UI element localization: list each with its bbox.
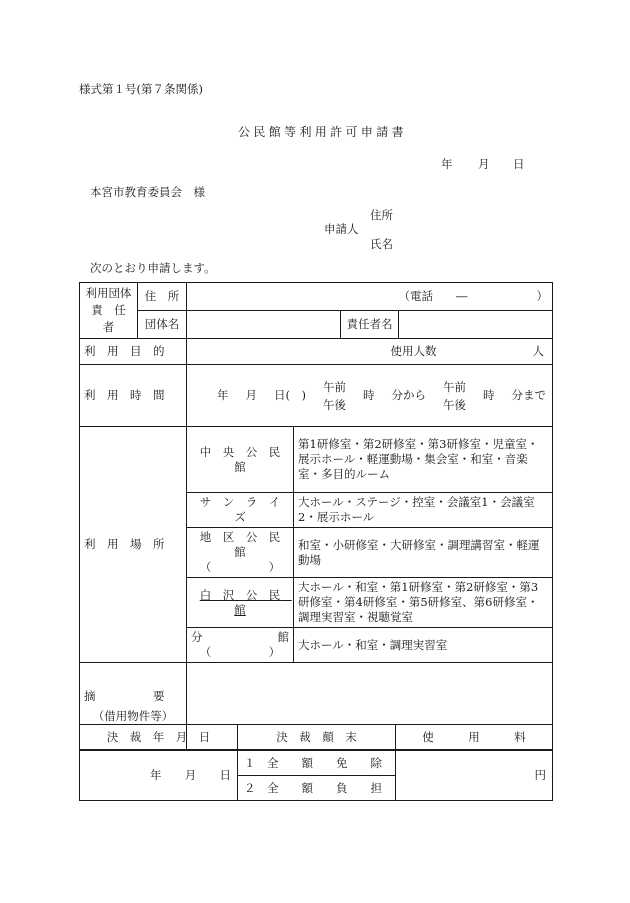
address-field[interactable]: （電話 ― ） xyxy=(187,283,553,311)
facility-district-sub: （ ） xyxy=(199,560,281,574)
facility-branch-rooms: 大ホール・和室・調理実習室 xyxy=(294,628,553,663)
place-label: 利 用 場 所 xyxy=(80,427,187,663)
start-hour: 時 xyxy=(362,388,375,402)
end-until: 分まで xyxy=(511,388,546,402)
facility-branch-left: 分 xyxy=(191,630,203,644)
applicant-name-label: 氏名 xyxy=(370,237,393,251)
attendance-unit: 人 xyxy=(532,344,544,358)
facility-sunrise-rooms: 大ホール・ステージ・控室・会議室1・会議室2・展示ホール xyxy=(294,493,553,528)
decision-table xyxy=(79,724,553,801)
facility-chuo[interactable]: 中 央 公 民 館 xyxy=(187,427,294,493)
start-ampm xyxy=(323,378,346,414)
time-field[interactable] xyxy=(187,365,553,427)
start-pm: 午後 xyxy=(322,397,346,412)
time-label: 利 用 時 間 xyxy=(80,365,187,427)
representative-label-line-2: 責 任 者 xyxy=(91,303,138,334)
leader-name-label: 責任者名 xyxy=(341,311,399,339)
facility-shirasawa-name: 白 沢 公 民 館 xyxy=(199,587,292,617)
start-am: 午前 xyxy=(322,379,346,394)
intro-text: 次のとおり申請します。 xyxy=(90,261,216,275)
purpose-label: 利 用 目 的 xyxy=(80,339,187,365)
leader-name-field[interactable] xyxy=(399,311,553,339)
group-name-label: 団体名 xyxy=(138,311,187,339)
time-year: 年 xyxy=(217,388,229,402)
end-ampm xyxy=(443,378,466,414)
facility-district[interactable] xyxy=(187,528,294,578)
end-hour: 時 xyxy=(482,388,495,402)
purpose-field[interactable] xyxy=(187,339,553,365)
attendance-label: 使用人数 xyxy=(390,344,437,358)
address-label: 住 所 xyxy=(138,283,187,311)
facility-district-name: 地 区 公 民 館 xyxy=(199,530,292,559)
applicant-label: 申請人 xyxy=(324,222,359,236)
fee-field[interactable]: 円 xyxy=(396,751,553,801)
decision-label: 決 裁 顛 末 xyxy=(238,725,396,751)
addressee: 本宮市教育委員会 様 xyxy=(90,185,205,199)
end-am: 午前 xyxy=(442,379,466,394)
option-full-exemption[interactable]: １ 全 額 免 除 xyxy=(238,751,396,776)
date-year-label: 年 xyxy=(441,157,453,171)
decision-month: 月 xyxy=(184,768,197,782)
facility-shirasawa-rooms: 大ホール・和室・第1研修室・第2研修室・第3研修室・第4研修室・第5研修室、第6研修室・調理実習室・視聴覚室 xyxy=(294,578,553,628)
fee-label: 使 用 料 xyxy=(396,725,553,751)
facility-branch[interactable] xyxy=(187,628,294,663)
facility-district-rooms: 和室・小研修室・大研修室・調理講習室・軽運動場 xyxy=(294,528,553,578)
summary-label-line-1: 摘 要 xyxy=(84,689,165,703)
group-name-field[interactable] xyxy=(187,311,341,339)
applicant-address-label: 住所 xyxy=(370,208,393,222)
facility-chuo-rooms: 第1研修室・第2研修室・第3研修室・児童室・展示ホール・軽運動場・集会室・和室・音楽室・多目的ルーム xyxy=(294,427,553,493)
facility-sunrise[interactable]: サ ン ラ イ ズ xyxy=(187,493,294,528)
representative-label xyxy=(80,283,138,339)
application-table xyxy=(79,282,553,750)
page-title: 公民館等利用許可申請書 xyxy=(238,125,407,139)
decision-year: 年 xyxy=(150,768,162,782)
decision-date-label: 決 裁 年 月 日 xyxy=(80,725,238,751)
facility-branch-sub: （ ） xyxy=(199,645,281,659)
time-day: 日( ) xyxy=(274,388,306,402)
date-month-label: 月 xyxy=(478,157,490,171)
option-full-payment[interactable]: ２ 全 額 負 担 xyxy=(238,776,396,801)
start-from: 分から xyxy=(391,388,426,402)
decision-date-field[interactable] xyxy=(80,751,238,801)
date-day-label: 日 xyxy=(513,157,525,171)
representative-label-line-1: 利用団体 xyxy=(85,286,132,300)
summary-label-line-2: （借用物件等） xyxy=(92,709,174,723)
decision-day: 日 xyxy=(219,768,231,782)
time-month: 月 xyxy=(245,388,257,402)
form-number: 様式第１号(第７条関係) xyxy=(79,82,203,96)
facility-branch-right: 館 xyxy=(277,630,289,644)
end-pm: 午後 xyxy=(442,397,466,412)
facility-shirasawa[interactable] xyxy=(187,578,294,628)
